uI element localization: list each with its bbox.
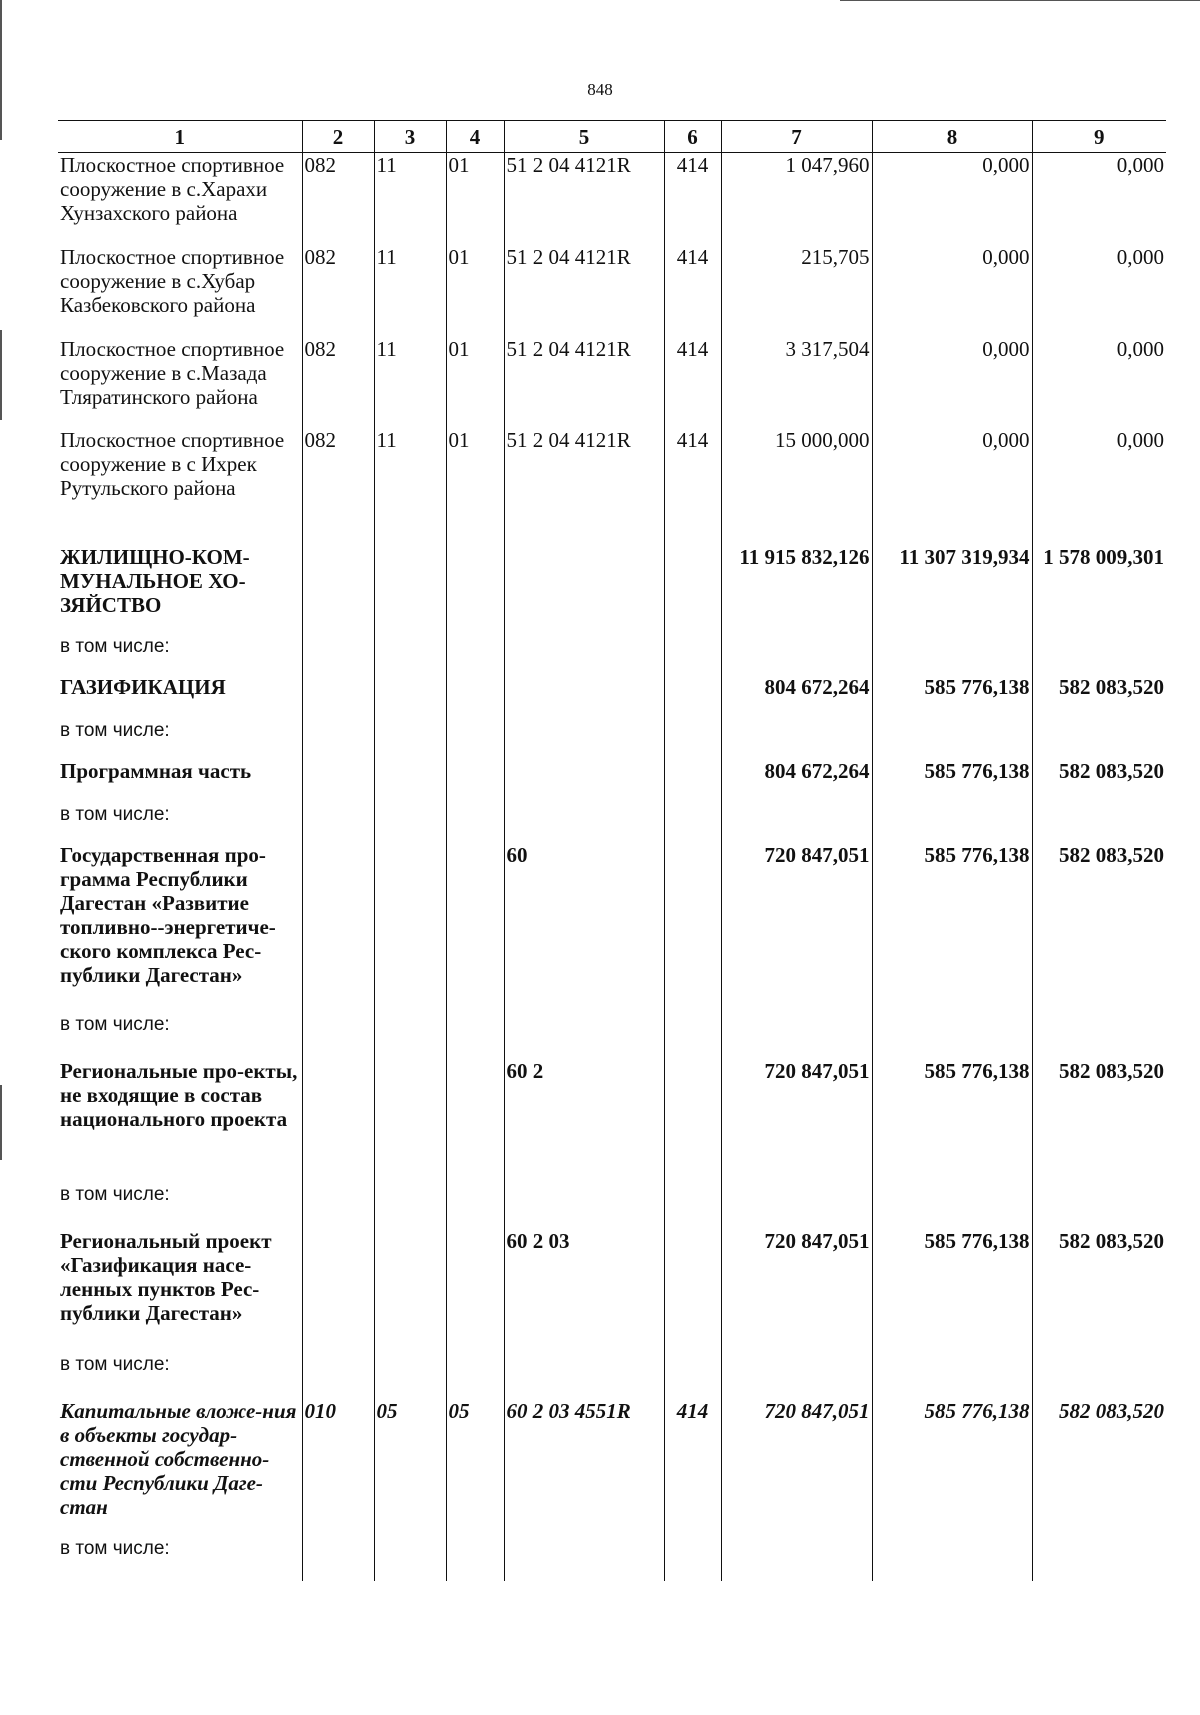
row-code-2 <box>302 843 374 1013</box>
row-value-9: 582 083,520 <box>1032 1229 1166 1353</box>
table-row <box>58 1229 1166 1353</box>
row-value-7: 15 000,000 <box>721 428 872 545</box>
row-code-3: 11 <box>374 245 446 337</box>
row-name: в том числе: <box>58 1013 302 1059</box>
row-value-9 <box>1032 635 1166 675</box>
row-value-7: 720 847,051 <box>721 843 872 1013</box>
row-code-3 <box>374 1537 446 1581</box>
row-code-4: 01 <box>446 428 504 545</box>
row-name: в том числе: <box>58 635 302 675</box>
row-code-6 <box>664 635 721 675</box>
row-code-6 <box>664 1183 721 1229</box>
row-code-5: 51 2 04 4121R <box>504 337 664 428</box>
row-code-4 <box>446 1013 504 1059</box>
row-value-8: 585 776,138 <box>872 1399 1032 1537</box>
row-value-9 <box>1032 1537 1166 1581</box>
row-code-5 <box>504 675 664 719</box>
scan-edge-mark <box>0 330 2 420</box>
row-code-3 <box>374 803 446 843</box>
row-code-5 <box>504 719 664 759</box>
row-code-4 <box>446 759 504 803</box>
table-row <box>58 759 1166 803</box>
row-code-4 <box>446 1537 504 1581</box>
row-code-6: 414 <box>664 1399 721 1537</box>
row-code-3: 11 <box>374 153 446 245</box>
row-code-4 <box>446 675 504 719</box>
row-value-8: 0,000 <box>872 428 1032 545</box>
row-value-8: 585 776,138 <box>872 1229 1032 1353</box>
row-code-2: 082 <box>302 153 374 245</box>
row-value-8: 11 307 319,934 <box>872 545 1032 635</box>
table-row <box>58 545 1166 635</box>
row-code-4 <box>446 635 504 675</box>
row-value-9 <box>1032 1013 1166 1059</box>
table-row <box>58 635 1166 675</box>
row-value-9: 1 578 009,301 <box>1032 545 1166 635</box>
row-code-2 <box>302 1059 374 1183</box>
col-header-5: 5 <box>504 121 664 153</box>
row-code-5 <box>504 545 664 635</box>
row-value-8: 0,000 <box>872 337 1032 428</box>
row-code-3 <box>374 635 446 675</box>
row-code-5 <box>504 803 664 843</box>
row-code-6 <box>664 545 721 635</box>
row-code-5 <box>504 1013 664 1059</box>
row-value-8 <box>872 1537 1032 1581</box>
row-code-3: 11 <box>374 337 446 428</box>
row-value-9: 0,000 <box>1032 337 1166 428</box>
row-name: в том числе: <box>58 1537 302 1581</box>
row-value-8 <box>872 1183 1032 1229</box>
row-code-3: 05 <box>374 1399 446 1537</box>
row-code-6 <box>664 1229 721 1353</box>
row-name: Государственная про-грамма Республики Дагестан «Развитие топливно--энергетиче-ского комплекса Рес-публики Дагестан» <box>58 843 302 1013</box>
budget-table <box>58 120 1166 1581</box>
row-value-8: 0,000 <box>872 245 1032 337</box>
row-code-4 <box>446 1183 504 1229</box>
row-code-4 <box>446 1229 504 1353</box>
row-code-6: 414 <box>664 428 721 545</box>
row-code-5 <box>504 1537 664 1581</box>
table-row <box>58 675 1166 719</box>
col-header-3: 3 <box>374 121 446 153</box>
row-code-6 <box>664 843 721 1013</box>
row-code-3 <box>374 1013 446 1059</box>
row-code-3 <box>374 759 446 803</box>
row-value-8: 585 776,138 <box>872 843 1032 1013</box>
page-number: 848 <box>587 80 613 99</box>
header-row <box>58 121 1166 153</box>
row-code-5 <box>504 1353 664 1399</box>
table-row <box>58 1013 1166 1059</box>
row-code-6: 414 <box>664 153 721 245</box>
table-row <box>58 153 1166 245</box>
row-code-2 <box>302 759 374 803</box>
row-value-8 <box>872 803 1032 843</box>
row-code-5 <box>504 759 664 803</box>
row-code-4 <box>446 1059 504 1183</box>
col-header-2: 2 <box>302 121 374 153</box>
row-code-2 <box>302 1353 374 1399</box>
row-name: Плоскостное спортивное сооружение в с.Мазада Тляратинского района <box>58 337 302 428</box>
row-code-2 <box>302 1229 374 1353</box>
row-name: ЖИЛИЩНО-КОМ-МУНАЛЬНОЕ ХО-ЗЯЙСТВО <box>58 545 302 635</box>
row-value-9: 0,000 <box>1032 245 1166 337</box>
row-name: в том числе: <box>58 803 302 843</box>
row-value-7: 720 847,051 <box>721 1229 872 1353</box>
row-name: Региональные про-екты, не входящие в состав национального проекта <box>58 1059 302 1183</box>
row-code-2: 082 <box>302 245 374 337</box>
row-value-8: 585 776,138 <box>872 759 1032 803</box>
row-code-2 <box>302 545 374 635</box>
row-code-2 <box>302 1013 374 1059</box>
row-value-7: 215,705 <box>721 245 872 337</box>
row-code-3 <box>374 1059 446 1183</box>
row-code-6 <box>664 759 721 803</box>
row-code-2: 082 <box>302 428 374 545</box>
row-value-7: 804 672,264 <box>721 759 872 803</box>
row-value-8: 585 776,138 <box>872 675 1032 719</box>
table-row <box>58 803 1166 843</box>
row-code-3 <box>374 1353 446 1399</box>
table-row <box>58 1183 1166 1229</box>
row-code-3: 11 <box>374 428 446 545</box>
row-value-7: 3 317,504 <box>721 337 872 428</box>
row-code-3 <box>374 1229 446 1353</box>
row-code-6 <box>664 675 721 719</box>
row-value-8 <box>872 1353 1032 1399</box>
row-value-7 <box>721 803 872 843</box>
table-row <box>58 1537 1166 1581</box>
row-code-6 <box>664 1353 721 1399</box>
row-value-9 <box>1032 719 1166 759</box>
row-code-4: 01 <box>446 245 504 337</box>
row-value-7 <box>721 635 872 675</box>
row-code-3 <box>374 1183 446 1229</box>
row-name: Плоскостное спортивное сооружение в с.Харахи Хунзахского района <box>58 153 302 245</box>
row-value-9: 582 083,520 <box>1032 1399 1166 1537</box>
table-row <box>58 719 1166 759</box>
scan-edge-mark <box>840 0 1200 1</box>
row-value-9: 582 083,520 <box>1032 843 1166 1013</box>
row-code-2 <box>302 719 374 759</box>
row-value-8: 585 776,138 <box>872 1059 1032 1183</box>
row-code-4: 05 <box>446 1399 504 1537</box>
table-row <box>58 843 1166 1013</box>
col-header-7: 7 <box>721 121 872 153</box>
row-name: в том числе: <box>58 1183 302 1229</box>
row-code-3 <box>374 545 446 635</box>
table-row <box>58 337 1166 428</box>
row-code-4 <box>446 545 504 635</box>
row-code-5: 51 2 04 4121R <box>504 245 664 337</box>
row-code-2 <box>302 1183 374 1229</box>
row-code-3 <box>374 843 446 1013</box>
row-code-2 <box>302 675 374 719</box>
row-code-4: 01 <box>446 337 504 428</box>
row-value-7: 1 047,960 <box>721 153 872 245</box>
row-value-8: 0,000 <box>872 153 1032 245</box>
row-value-7: 804 672,264 <box>721 675 872 719</box>
row-code-6 <box>664 719 721 759</box>
row-value-9: 582 083,520 <box>1032 1059 1166 1183</box>
row-name: Плоскостное спортивное сооружение в с.Хубар Казбековского района <box>58 245 302 337</box>
row-value-7 <box>721 1013 872 1059</box>
row-code-6 <box>664 803 721 843</box>
scan-edge-mark <box>0 0 2 140</box>
row-value-8 <box>872 1013 1032 1059</box>
row-code-5: 51 2 04 4121R <box>504 428 664 545</box>
table-row <box>58 245 1166 337</box>
scan-edge-mark <box>0 1085 2 1160</box>
row-code-4: 01 <box>446 153 504 245</box>
row-value-9 <box>1032 1183 1166 1229</box>
row-code-2 <box>302 635 374 675</box>
row-name: Плоскостное спортивное сооружение в с Ихрек Рутульского района <box>58 428 302 545</box>
row-value-7 <box>721 719 872 759</box>
row-code-5: 60 <box>504 843 664 1013</box>
row-code-6 <box>664 1013 721 1059</box>
col-header-1: 1 <box>58 121 302 153</box>
table-body <box>58 153 1166 1581</box>
row-code-2: 010 <box>302 1399 374 1537</box>
row-value-9 <box>1032 1353 1166 1399</box>
row-value-8 <box>872 635 1032 675</box>
row-name: в том числе: <box>58 719 302 759</box>
table-row <box>58 1353 1166 1399</box>
row-code-2 <box>302 803 374 843</box>
col-header-9: 9 <box>1032 121 1166 153</box>
row-name: Программная часть <box>58 759 302 803</box>
row-value-7 <box>721 1537 872 1581</box>
row-code-6 <box>664 1537 721 1581</box>
row-code-4 <box>446 843 504 1013</box>
row-code-5: 60 2 03 4551R <box>504 1399 664 1537</box>
row-code-5 <box>504 1183 664 1229</box>
row-value-7: 720 847,051 <box>721 1059 872 1183</box>
row-code-5: 60 2 <box>504 1059 664 1183</box>
table-row <box>58 428 1166 545</box>
row-code-4 <box>446 719 504 759</box>
row-value-7: 720 847,051 <box>721 1399 872 1537</box>
row-value-8 <box>872 719 1032 759</box>
row-code-5 <box>504 635 664 675</box>
row-code-2 <box>302 1537 374 1581</box>
col-header-4: 4 <box>446 121 504 153</box>
row-name: ГАЗИФИКАЦИЯ <box>58 675 302 719</box>
col-header-8: 8 <box>872 121 1032 153</box>
row-code-6: 414 <box>664 337 721 428</box>
row-name: в том числе: <box>58 1353 302 1399</box>
row-code-4 <box>446 803 504 843</box>
row-value-7 <box>721 1353 872 1399</box>
row-code-5: 60 2 03 <box>504 1229 664 1353</box>
row-code-6: 414 <box>664 245 721 337</box>
row-value-7: 11 915 832,126 <box>721 545 872 635</box>
row-code-6 <box>664 1059 721 1183</box>
row-code-3 <box>374 719 446 759</box>
row-name: Капитальные вложе-ния в объекты государ-ственной собственно-сти Республики Даге-стан <box>58 1399 302 1537</box>
row-value-9: 582 083,520 <box>1032 759 1166 803</box>
row-value-9: 582 083,520 <box>1032 675 1166 719</box>
row-value-7 <box>721 1183 872 1229</box>
row-value-9 <box>1032 803 1166 843</box>
row-code-5: 51 2 04 4121R <box>504 153 664 245</box>
col-header-6: 6 <box>664 121 721 153</box>
row-value-9: 0,000 <box>1032 153 1166 245</box>
row-code-3 <box>374 675 446 719</box>
row-code-2: 082 <box>302 337 374 428</box>
row-name: Региональный проект «Газификация насе-ленных пунктов Рес-публики Дагестан» <box>58 1229 302 1353</box>
row-code-4 <box>446 1353 504 1399</box>
row-value-9: 0,000 <box>1032 428 1166 545</box>
table-row <box>58 1059 1166 1183</box>
table-row <box>58 1399 1166 1537</box>
